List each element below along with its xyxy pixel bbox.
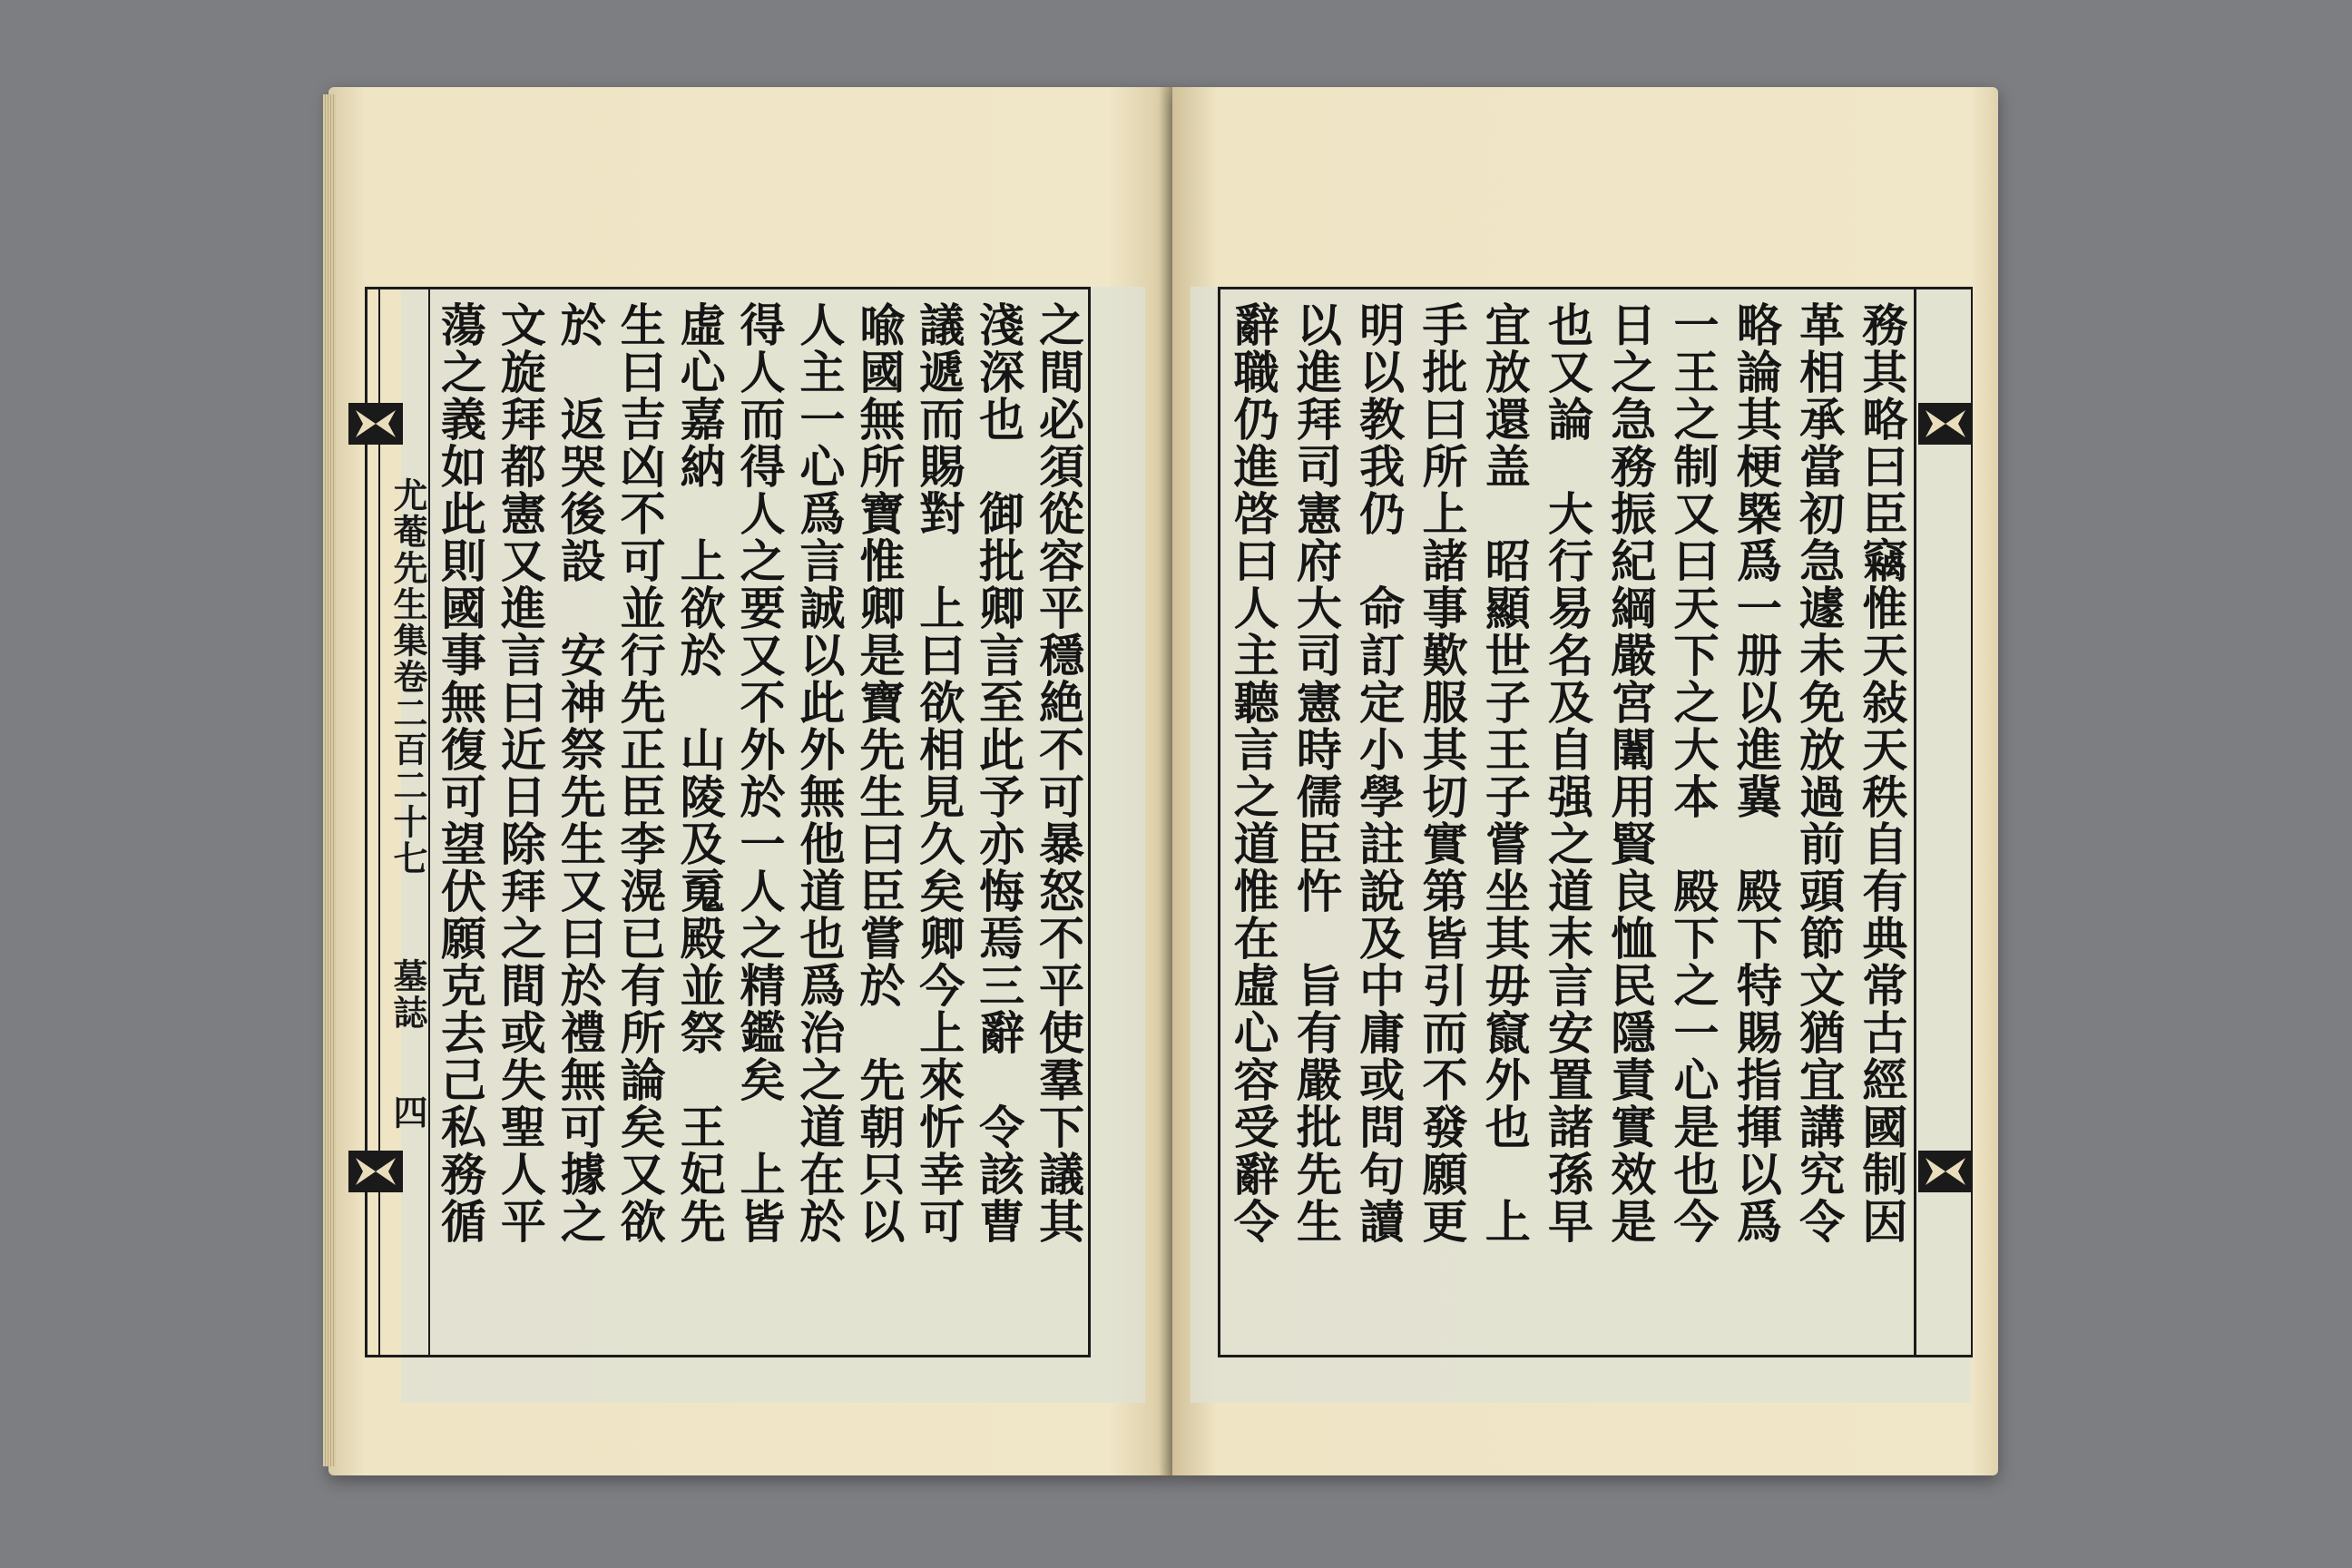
text-column: 蕩之義如此則國事無復可望伏願克去己私務循 [433, 301, 487, 1245]
frame-top-extension [1915, 287, 1973, 289]
page-number: 四 [387, 1094, 428, 1131]
left-page [328, 87, 1172, 1475]
text-column: 日之急務振紀綱嚴宮闈用賢良恤民隱責實效是 [1603, 301, 1658, 1245]
center-strip-line [1971, 287, 1973, 1357]
fish-tail-ornament-icon [1918, 1151, 1973, 1192]
text-column: 文旋拜都憲又進言曰近日除拜之間或失聖人平 [493, 301, 547, 1245]
center-strip-line [378, 287, 380, 1357]
text-column: 也又論 大行易名及自强之道末言安置諸孫早 [1541, 301, 1594, 1245]
text-column: 生曰吉凶不可並行先正臣李滉已有所論矣又欲 [612, 301, 667, 1245]
text-column: 喩國無所寶惟卿是寶先生曰臣嘗於 先朝只以 [852, 301, 906, 1245]
text-column: 以進拜司憲府大司憲時儒臣忤 旨有嚴批先生 [1289, 301, 1343, 1245]
volume-title: 尤菴先生集卷二百二十七 [387, 477, 428, 877]
text-column: 辭職仍進啓曰人主聽言之道惟在虛心容受辭令 [1226, 301, 1280, 1245]
open-book [328, 87, 1998, 1503]
fish-tail-ornament-icon [348, 403, 403, 445]
text-column: 得人而得人之要又不外於一人之精鑑矣 上皆 [732, 301, 787, 1245]
text-column: 一王之制又曰天下之大本 殿下之一心是也今 [1666, 301, 1720, 1245]
text-column: 於 返哭後設 安神祭先生又曰於禮無可據之 [553, 301, 607, 1245]
text-column: 務其略曰臣竊惟天敍天秩自有典常古經國制因 [1855, 301, 1909, 1245]
text-column: 革相承當初急遽未免放過前頭節文猶宜講究令 [1792, 301, 1847, 1245]
text-column: 略論其梗槩爲一册以進冀 殿下特賜指揮以爲 [1729, 301, 1783, 1245]
right-page [1172, 87, 1998, 1475]
fish-tail-ornament-icon [1918, 403, 1973, 445]
frame-bottom-extension [1915, 1355, 1973, 1357]
text-column: 明以教我仍 命訂定小學註說及中庸或問句讀 [1352, 301, 1406, 1245]
page-edge-stack [323, 94, 336, 1466]
text-column: 手批曰所上諸事歎服其切實第皆引而不發願更 [1415, 301, 1469, 1245]
fish-tail-ornament-icon [348, 1151, 403, 1192]
right-text-columns [1221, 292, 1913, 1354]
text-column: 宜放還盖 昭顯世子王子嘗坐其毋竄外也 上 [1477, 301, 1532, 1245]
text-column: 之間必須從容平穩絶不可暴怒不平使羣下議其 [1032, 301, 1086, 1245]
text-column: 議遞而賜對 上曰欲相見久矣卿今上來忻幸可 [912, 301, 966, 1245]
center-strip-line [1915, 287, 1916, 1357]
text-column: 淺深也 御批卿言至此予亦悔焉三辭 令該曹 [972, 301, 1026, 1245]
section-title: 墓誌 [387, 958, 428, 1031]
left-text-columns [430, 292, 1088, 1354]
text-column: 虛心嘉納 上欲於 山陵及䰟殿並祭 王妃先 [672, 301, 727, 1245]
text-column: 人主一心爲言誠以此外無他道也爲治之道在於 [792, 301, 847, 1245]
